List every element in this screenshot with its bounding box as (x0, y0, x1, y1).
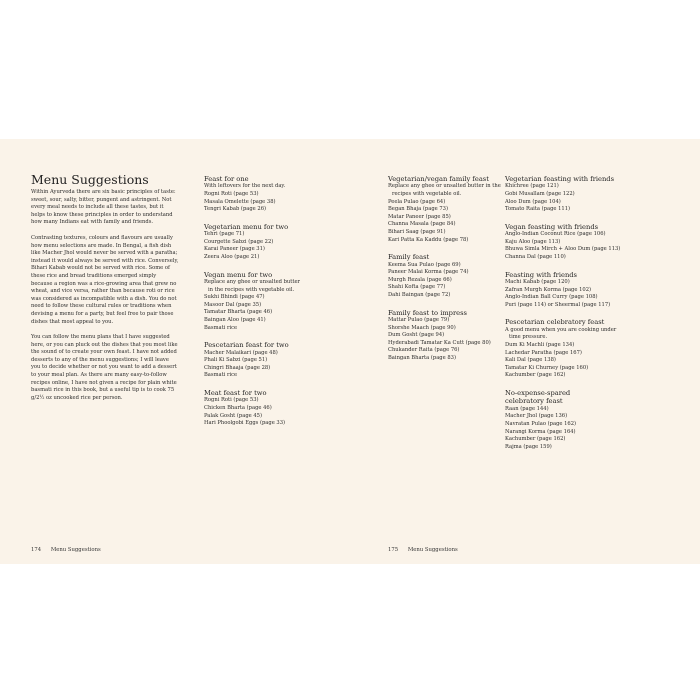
menu-item: Puri (page 114) or Sheermal (page 117) (505, 301, 611, 308)
right-page-number: 175 (388, 547, 399, 553)
right-folio (388, 547, 466, 553)
menu-section (388, 253, 498, 299)
menu-section-note: in the recipes with vegetable oil. (208, 286, 295, 293)
menu-item: Chukander Raita (page 76) (388, 347, 460, 354)
menu-column-left (204, 175, 314, 437)
menu-item: Tengri Kabab (page 26) (204, 206, 267, 213)
menu-item: Bhuwa Simla Mirch + Aloo Dum (page 113) (505, 246, 621, 253)
intro-paragraph: You can follow the menu plans that I have suggested here, or you can pluck out the dishes that you most like the sound of to create your own feast. I have not added desserts to any of the menu suggestions; I will leave you to decide whether or not you want to add a dessert to your meal plan. As there are many easy-to-follow recipes online, I have not given a recipe for plain white basmati rice in this book, but a useful tip is to cook 75 g/2½ oz uncooked rice per person. (31, 334, 178, 401)
menu-item: Peela Pulao (page 64) (388, 198, 446, 205)
menu-item: Basmati rice (204, 372, 238, 379)
menu-section-title: No-expense-spared celebratory feast (505, 388, 571, 406)
menu-section-title: Family feast (388, 253, 430, 262)
menu-item: Shorshe Maach (page 90) (388, 324, 456, 331)
intro-paragraph: Within Ayurveda there are six basic principles of taste: sweet, sour, salty, bitter, pungent and astringent. Not every meal needs to include all these tastes, but it helps to know these principles in order to understand how many Indians eat with family and friends. (31, 189, 176, 226)
menu-item: Hyderabadi Tamatar Ka Cutt (page 80) (388, 339, 491, 346)
menu-item: Lachedar Paratha (page 167) (505, 349, 582, 356)
menu-column-middle (388, 175, 501, 372)
menu-item: Narangi Korma (page 164) (505, 428, 576, 435)
menu-item: Masoor Dal (page 35) (204, 301, 262, 308)
menu-item: Tamatar Bharta (page 46) (204, 309, 273, 316)
menu-section-note: Replace any ghee or unsalted butter (204, 278, 300, 285)
menu-item: Gobi Musallam (page 122) (505, 191, 575, 197)
menu-item: Baingan Bharta (page 83) (388, 354, 456, 361)
menu-item: Machi Kabab (page 120) (505, 278, 570, 285)
menu-section (505, 223, 620, 262)
menu-item: Palak Gosht (page 45) (204, 412, 262, 419)
menu-item: Basmati rice (204, 324, 238, 331)
menu-section-title: Feast for one (204, 175, 249, 183)
menu-section-note: recipes with vegetable oil. (392, 191, 462, 197)
menu-item: Kaju Aloo (page 113) (505, 238, 561, 245)
menu-section (388, 175, 501, 244)
menu-item: Karai Paneer (page 31) (204, 246, 265, 253)
menu-item: Aloo Dum (page 104) (505, 198, 561, 205)
menu-section-title: Feasting with friends (505, 270, 577, 279)
menu-section-title: Family feast to impress (388, 308, 467, 317)
menu-section (505, 389, 620, 451)
menu-item: Rogni Roti (page 53) (204, 397, 259, 404)
menu-section-title: Pescetarian celebratory feast (505, 318, 605, 327)
menu-section (204, 175, 314, 214)
intro-text (31, 189, 179, 410)
menu-item: Kali Dal (page 138) (505, 357, 556, 364)
menu-item: Tehri (page 71) (204, 231, 245, 238)
menu-item: Tomato Raita (page 111) (505, 206, 571, 213)
menu-item: Masala Omelette (page 38) (204, 198, 276, 205)
menu-item: Kachumber (page 162) (505, 372, 566, 379)
menu-item: Raan (page 144) (505, 405, 549, 412)
menu-item: Matar Paneer (page 85) (388, 213, 451, 220)
menu-item: Dum Gosht (page 94) (388, 332, 445, 339)
menu-section-title: Vegetarian feasting with friends (505, 175, 615, 183)
menu-item: Hari Phoolgobi Eggs (page 33) (204, 420, 286, 427)
menu-item: Bihari Saag (page 91) (388, 228, 446, 235)
menu-item: Began Bhaja (page 73) (388, 206, 448, 213)
menu-item: Channa Masala (page 84) (388, 221, 456, 228)
menu-item: Dahi Baingan (page 72) (388, 291, 451, 298)
menu-section (204, 341, 314, 380)
menu-section-title: Meat feast for two (204, 388, 267, 397)
left-folio (31, 547, 109, 553)
menu-item: Shahi Kofta (page 77) (388, 284, 446, 291)
menu-item: Khichree (page 121) (505, 183, 559, 190)
menu-item: Rajma (page 159) (505, 443, 552, 450)
menu-section (388, 309, 498, 363)
menu-item: Chicken Bharta (page 46) (204, 404, 272, 411)
menu-item: Phali Ki Sabzi (page 51) (204, 357, 268, 364)
menu-item: Tamatar Ki Churney (page 160) (505, 364, 589, 371)
menu-item: Chingri Bhaaja (page 28) (204, 364, 271, 371)
menu-item: Keema Sua Pulao (page 69) (388, 261, 461, 268)
menu-section-note: time pressure. (509, 334, 548, 341)
menu-item: Paneer Malai Korma (page 74) (388, 269, 469, 276)
menu-section (204, 389, 314, 428)
menu-item: Anglo-Indian Coconut Rice (page 106) (505, 231, 606, 238)
menu-section (505, 175, 620, 214)
menu-section-note: A good menu when you are cooking under (505, 326, 617, 333)
menu-item: Courgette Sabzi (page 22) (204, 238, 274, 245)
menu-section-title: Vegan feasting with friends (505, 222, 599, 231)
menu-item: Macher Malaikari (page 48) (204, 349, 278, 356)
right-running-head: Menu Suggestions (407, 547, 458, 553)
menu-item: Mattar Pulao (page 79) (388, 316, 450, 323)
menu-section (505, 271, 620, 310)
menu-item: Dum Ki Machli (page 134) (505, 341, 575, 348)
menu-section (505, 318, 620, 380)
left-page-number: 174 (31, 547, 42, 553)
menu-item: Macher Jhol (page 136) (505, 413, 568, 420)
left-running-head: Menu Suggestions (50, 547, 101, 553)
page-title: Menu Suggestions (31, 172, 149, 187)
menu-item: Channa Dal (page 110) (505, 253, 566, 260)
menu-item: Sukhi Bhindi (page 47) (204, 294, 265, 301)
menu-item: Baingan Aloo (page 41) (204, 316, 266, 323)
menu-item: Zeera Aloo (page 21) (204, 253, 260, 260)
menu-section-title: Pescetarian feast for two (204, 341, 289, 350)
menu-item: Kachumber (page 162) (505, 436, 566, 443)
menu-section-note: Replace any ghee or unsalted butter in the (388, 183, 501, 190)
menu-section (204, 223, 314, 262)
menu-section-title: Vegan menu for two (204, 270, 273, 279)
menu-item: Navratan Pulao (page 162) (505, 420, 577, 427)
menu-item: Kari Patta Ka Kaddu (page 78) (388, 236, 469, 243)
menu-item: Murgh Rezala (page 66) (388, 276, 452, 283)
menu-section-title: Vegetarian menu for two (204, 222, 289, 231)
menu-item: Zafran Murgh Korma (page 102) (505, 286, 592, 293)
menu-section (204, 271, 314, 333)
menu-item: Rogni Roti (page 53) (204, 191, 259, 197)
menu-section-note: With leftovers for the next day. (204, 183, 286, 190)
menu-column-right (505, 175, 620, 460)
menu-section-title: Vegetarian/vegan family feast (388, 175, 489, 183)
menu-item: Anglo-Indian Ball Curry (page 108) (505, 294, 598, 301)
intro-paragraph: Contrasting textures, colours and flavours are usually how menu selections are made. In Bengal, a fish dish like Macher Jhol would never be served with a paratha; instead it would always be served with rice. Conversely, Bihari Kabab would not be served with rice. Some of these rice and bread traditions emerged simply because a region was a rice-growing area that grew no wheat, and vice versa, rather than because roti or rice was considered as incompatible with a dish. You do not need to follow these cultural rules or traditions when devising a menu for a party, but feel free to pair those dishes that most appeal to you. (31, 234, 179, 325)
